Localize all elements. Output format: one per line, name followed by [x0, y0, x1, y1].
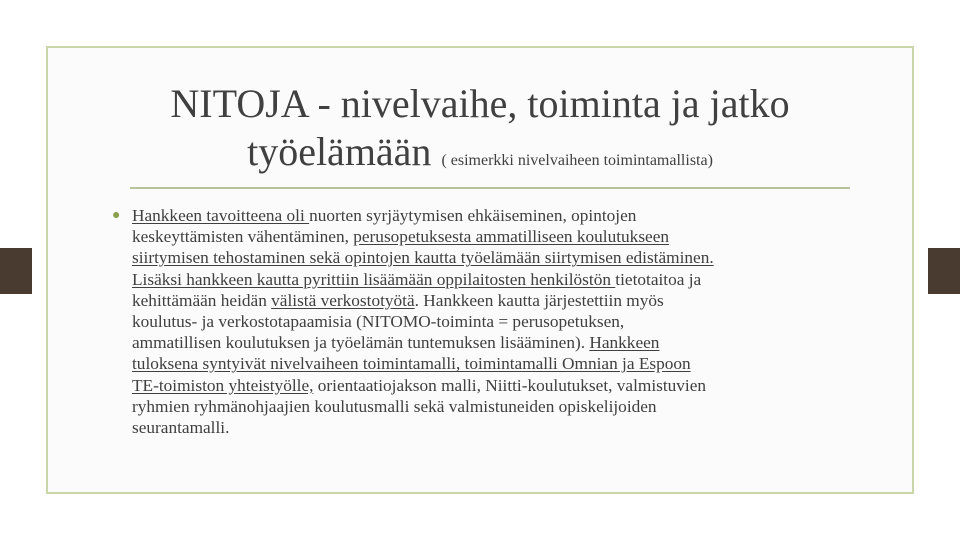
- title-main: työelämään: [247, 129, 432, 174]
- body-line: [132, 396, 842, 417]
- text-segment: . Hankkeen kautta järjestettiin myös: [414, 290, 664, 310]
- body-paragraph: [132, 205, 842, 438]
- body-line: [132, 332, 842, 353]
- body-line: [132, 205, 842, 226]
- underlined-text: siirtymisen tehostaminen sekä opintojen kautta työelämään siirtymisen edistäminen.: [132, 248, 714, 268]
- slide-title: [130, 80, 830, 185]
- text-segment: seurantamalli.: [132, 418, 230, 438]
- text-segment: nuorten syrjäytymisen ehkäiseminen, opintojen: [309, 206, 637, 225]
- underlined-text: tuloksena syntyivät nivelvaiheen toimintamalli, toimintamalli Omnian ja Espoon: [132, 354, 691, 374]
- underlined-text: perusopetuksesta ammatilliseen koulutukseen: [353, 227, 670, 247]
- left-tab: [0, 248, 32, 294]
- text-segment: ryhmien ryhmänohjaajien koulutusmalli sekä valmistuneiden opiskelijoiden: [132, 396, 657, 416]
- text-segment: koulutus- ja verkostotapaamisia (NITOMO-toiminta = perusopetuksen,: [132, 312, 625, 332]
- underlined-text: Lisäksi hankkeen kautta pyrittiin lisäämään oppilaitosten henkilöstön: [132, 269, 616, 289]
- body-line: [132, 311, 842, 332]
- underlined-text: Hankkeen tavoitteena oli: [132, 206, 310, 225]
- text-segment: tietotaitoa ja: [615, 269, 702, 289]
- title-divider: [130, 187, 850, 189]
- title-subtitle: ( esimerkki nivelvaiheen toimintamallista): [441, 152, 713, 169]
- text-segment: keskeyttämisten vähentäminen,: [132, 227, 354, 247]
- title-line-2: [130, 128, 830, 185]
- body-line: [132, 417, 842, 438]
- right-tab: [928, 248, 960, 294]
- body-line: [132, 353, 842, 374]
- body-line: [132, 375, 842, 396]
- text-segment: kehittämään heidän: [132, 290, 272, 310]
- body-line: [132, 269, 842, 290]
- text-segment: ammatillisen koulutuksen ja työelämän tuntemuksen lisääminen).: [132, 333, 590, 353]
- body-line: [132, 290, 842, 311]
- underlined-text: välistä verkostotyötä: [271, 290, 415, 310]
- title-line-1: NITOJA - nivelvaihe, toiminta ja jatko: [170, 81, 790, 126]
- underlined-text: TE-toimiston yhteistyölle,: [132, 375, 314, 395]
- body-line: [132, 247, 842, 268]
- body-text: [112, 205, 842, 438]
- body-line: [132, 226, 842, 247]
- underlined-text: Hankkeen: [589, 333, 660, 353]
- text-segment: orientaatiojakson malli, Niitti-koulutukset, valmistuvien: [313, 375, 707, 395]
- bullet-icon: ●: [112, 208, 121, 223]
